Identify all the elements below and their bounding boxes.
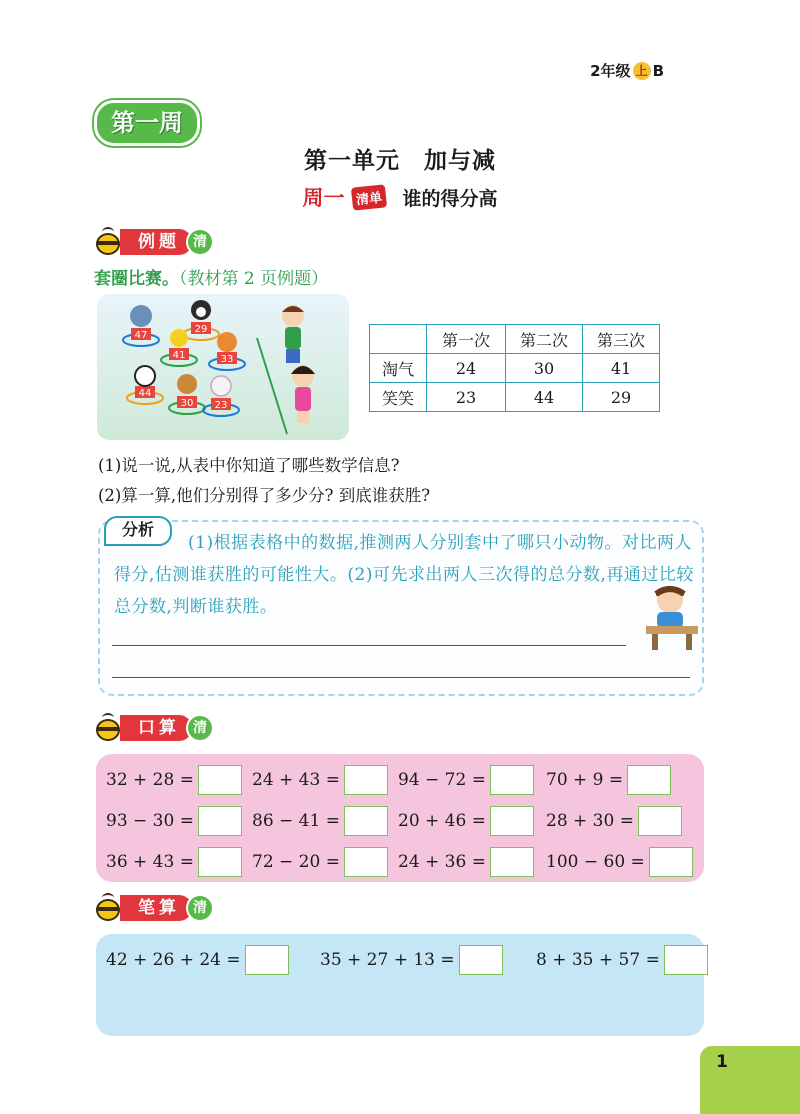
equation-text: 86 − 41 =: [252, 811, 340, 831]
table-cell: 24: [427, 354, 506, 383]
answer-box[interactable]: [344, 806, 388, 836]
equation-text: 28 + 30 =: [546, 811, 634, 831]
ring-toss-illustration: [97, 294, 349, 440]
ring-toss-scene: [97, 294, 349, 440]
written-section-label: 笔算: [120, 895, 192, 921]
equation-text: 24 + 36 =: [398, 852, 486, 872]
day-subtitle: 谁的得分高: [402, 187, 498, 210]
answer-box[interactable]: [459, 945, 503, 975]
unit-title: 第一单元 加与减: [304, 148, 496, 174]
oral-equation: [398, 765, 534, 795]
oral-equation: [546, 847, 693, 877]
children-figures: [282, 305, 315, 423]
table-cell: 笑笑: [370, 383, 427, 412]
bee-icon: [94, 893, 124, 923]
oral-equation: [106, 847, 242, 877]
oral-equation: [252, 765, 388, 795]
answer-box[interactable]: [198, 765, 242, 795]
equation-text: 70 + 9 =: [546, 770, 624, 790]
oral-section-label: 口算: [120, 715, 192, 741]
table-cell: 30: [506, 354, 583, 383]
table-cell: 41: [583, 354, 660, 383]
answer-box[interactable]: [344, 847, 388, 877]
written-section-mark: 清: [186, 894, 214, 922]
equation-text: 24 + 43 =: [252, 770, 340, 790]
answer-box[interactable]: [649, 847, 693, 877]
day-heading: [0, 182, 800, 212]
equation-text: 100 − 60 =: [546, 852, 645, 872]
answer-box[interactable]: [198, 847, 242, 877]
answer-box[interactable]: [245, 945, 289, 975]
table-header: 第二次: [506, 325, 583, 354]
target-number: 29: [194, 324, 208, 335]
grade-prefix: 2年级: [590, 62, 631, 80]
table-header: 第一次: [427, 325, 506, 354]
answer-box[interactable]: [198, 806, 242, 836]
example-section-header: [94, 226, 214, 258]
bee-icon: [94, 713, 124, 743]
target-number: 23: [214, 400, 228, 411]
week-badge: 第一周: [94, 100, 200, 146]
example-title: 套圈比赛。: [94, 269, 179, 289]
target-number: 47: [134, 330, 148, 341]
target-number: 30: [180, 398, 194, 409]
answer-box[interactable]: [490, 806, 534, 836]
example-section-label: 例题: [120, 229, 192, 255]
analysis-tag: 分析: [104, 516, 172, 546]
student-icon: [640, 582, 702, 652]
bee-icon: [94, 227, 124, 257]
oral-section-mark: 清: [186, 714, 214, 742]
target-number: 44: [138, 388, 152, 399]
equation-text: 94 − 72 =: [398, 770, 486, 790]
oral-equation: [398, 847, 534, 877]
table-row: [370, 354, 660, 383]
target-number: 33: [220, 354, 234, 365]
score-table: [369, 324, 660, 412]
equation-text: 32 + 28 =: [106, 770, 194, 790]
answer-line: [112, 645, 626, 646]
oral-equation: [546, 765, 671, 795]
question-2: (2)算一算,他们分别得了多少分? 到底谁获胜?: [98, 486, 431, 505]
grade-mark: 上: [633, 62, 651, 80]
oral-equation: [106, 806, 242, 836]
equation-text: 20 + 46 =: [398, 811, 486, 831]
example-title-line: [94, 264, 328, 289]
equation-text: 35 + 27 + 13 =: [320, 950, 455, 970]
written-equation: [106, 945, 289, 975]
target-number: 41: [172, 350, 186, 361]
oral-equation: [546, 806, 682, 836]
written-equation: [320, 945, 503, 975]
answer-box[interactable]: [664, 945, 708, 975]
analysis-text: (1)根据表格中的数据,推测两人分别套中了哪只小动物。对比两人得分,估测谁获胜的可能性大。(2)可先求出两人三次得的总分数,再通过比较总分数,判断谁获胜。: [114, 533, 694, 617]
table-cell: 29: [583, 383, 660, 412]
answer-line: [112, 677, 690, 678]
equation-text: 72 − 20 =: [252, 852, 340, 872]
day-badge: 清单: [351, 184, 387, 210]
equation-text: 36 + 43 =: [106, 852, 194, 872]
table-header-row: [370, 325, 660, 354]
oral-equation: [252, 806, 388, 836]
example-section-mark: 清: [186, 228, 214, 256]
equation-text: 42 + 26 + 24 =: [106, 950, 241, 970]
table-cell: 23: [427, 383, 506, 412]
answer-box[interactable]: [638, 806, 682, 836]
written-equation: [536, 945, 708, 975]
throw-line: [257, 338, 287, 434]
table-header: 第三次: [583, 325, 660, 354]
oral-equation: [398, 806, 534, 836]
grade-suffix: B: [652, 61, 664, 80]
example-reference: （教材第 2 页例题）: [179, 269, 329, 289]
table-cell: 淘气: [370, 354, 427, 383]
oral-section-header: [94, 712, 214, 744]
answer-box[interactable]: [627, 765, 671, 795]
page-number: 1: [700, 1046, 744, 1114]
answer-box[interactable]: [344, 765, 388, 795]
question-1: (1)说一说,从表中你知道了哪些数学信息?: [98, 456, 400, 475]
written-section-header: [94, 892, 214, 924]
table-row: [370, 383, 660, 412]
day-label: 周一: [302, 186, 345, 210]
equation-text: 8 + 35 + 57 =: [536, 950, 660, 970]
equation-text: 93 − 30 =: [106, 811, 194, 831]
table-header: [370, 325, 427, 354]
oral-equation: [106, 765, 242, 795]
answer-box[interactable]: [490, 847, 534, 877]
oral-equation: [252, 847, 388, 877]
grade-label: [590, 60, 664, 81]
table-cell: 44: [506, 383, 583, 412]
answer-box[interactable]: [490, 765, 534, 795]
